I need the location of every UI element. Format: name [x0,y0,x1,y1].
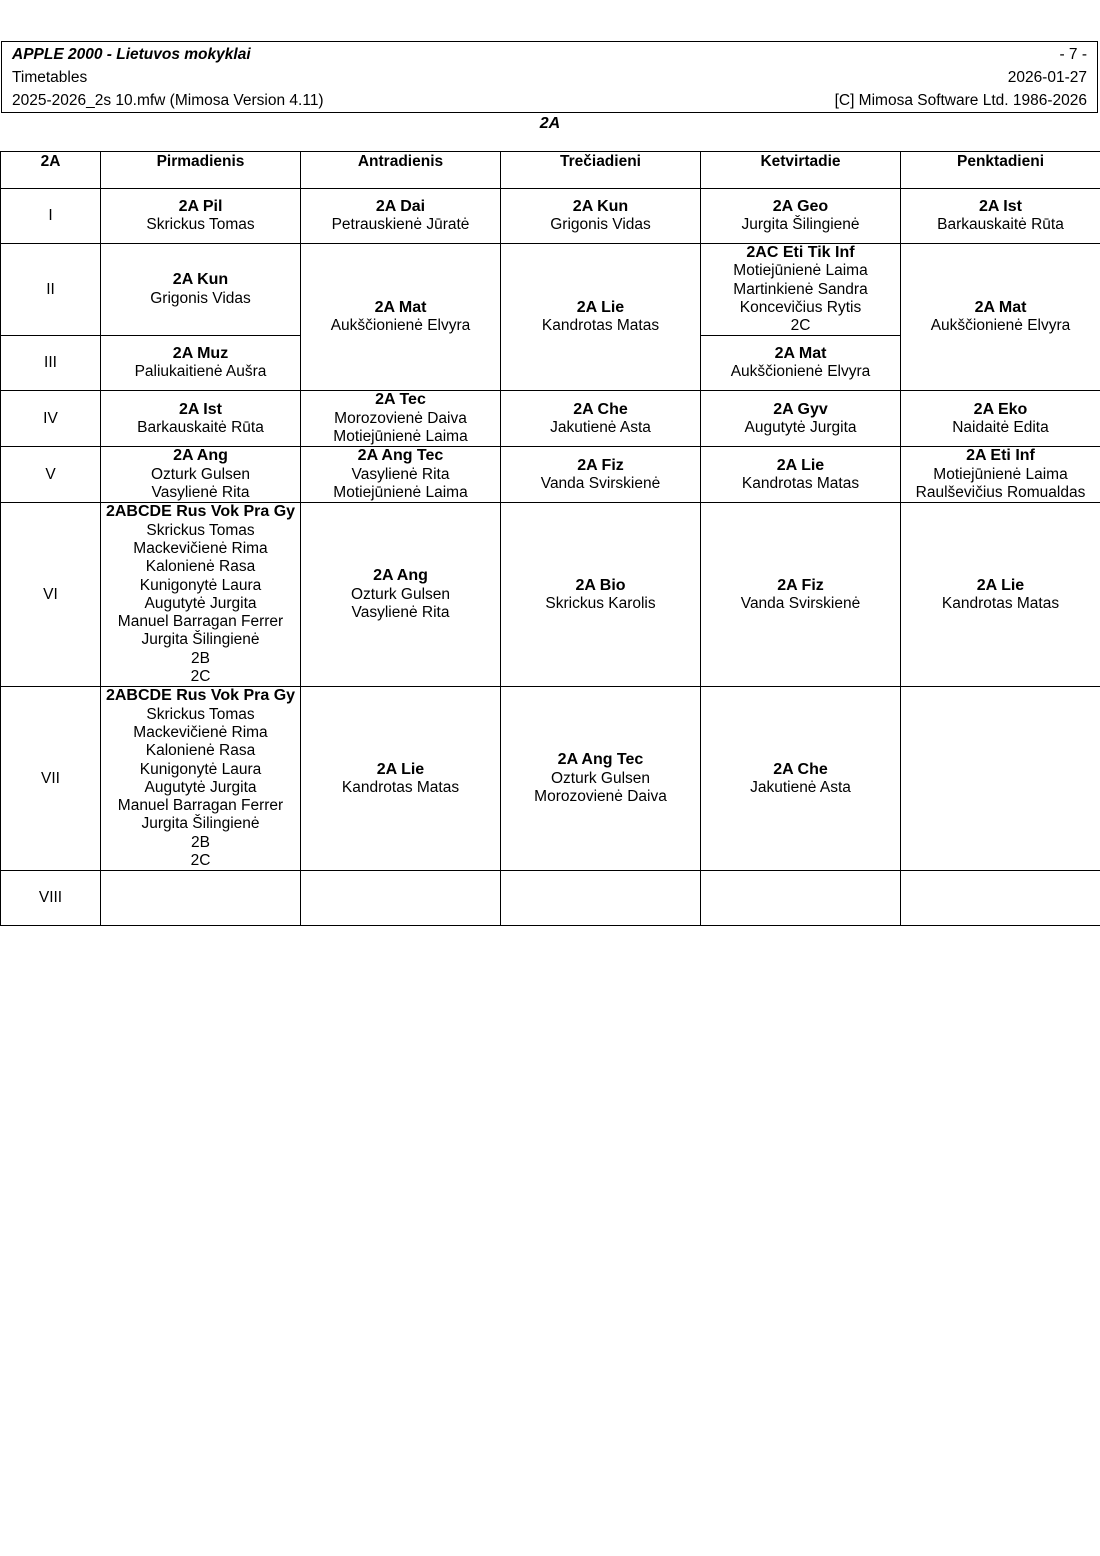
lesson-subject: 2A Dai [375,197,426,215]
lesson-detail-line: Jakutienė Asta [750,778,851,796]
lesson-subject: 2A Eti Inf [966,447,1035,465]
lesson-detail-line: Manuel Barragan Ferrer [117,797,284,815]
lesson-cell-empty [501,871,701,926]
lesson-subject: 2A Kun [572,197,629,215]
lesson-cell [901,189,1100,244]
lesson-detail-line: Motiejūnienė Laima [333,428,468,446]
lesson-subject: 2A Fiz [777,576,824,594]
lesson-detail-line: Kandrotas Matas [341,778,460,796]
lesson-detail-line: Augutytė Jurgita [744,418,857,436]
day-header: Trečiadieni [501,152,701,189]
lesson-detail-line: Grigonis Vidas [550,216,651,233]
lesson-detail-line: Ozturk Gulsen [350,585,451,603]
lesson-detail-line: Jakutienė Asta [550,418,651,436]
lesson-cell [301,447,501,503]
period-row [1,503,1100,687]
lesson-detail-line: 2B [191,833,210,851]
lesson-subject: 2A Ang [173,447,228,465]
lesson-cell [901,391,1100,447]
lesson-cell [501,447,701,503]
lesson-detail-line: Kunigonytė Laura [139,576,262,594]
lesson-detail-line: Aukščionienė Elvyra [730,363,871,381]
lesson-subject: 2A Kun [172,271,229,289]
lesson-cell [101,391,301,447]
lesson-subject: 2A Ang Tec [357,447,444,465]
lesson-detail-line: Jurgita Šilingienė [141,631,260,649]
lesson-cell [701,447,901,503]
lesson-cell [101,447,301,503]
lesson-detail-line: Vanda Svirskienė [540,474,661,492]
lesson-detail-line: Vasylienė Rita [151,484,250,502]
lesson-detail-line: Ozturk Gulsen [150,465,251,483]
header-row-2 [12,67,1087,89]
lesson-detail-line: Barkauskaitė Rūta [137,418,264,436]
lesson-cell [101,687,301,871]
period-row [1,871,1100,926]
lesson-detail-line: Kalonienė Rasa [145,558,256,576]
lesson-subject: 2A Gyv [773,400,828,418]
lesson-subject: 2ABCDE Rus Vok Pra Gy [105,503,296,521]
lesson-subject: 2A Eko [973,400,1028,418]
lesson-cell [301,687,501,871]
lesson-detail-line: 2B [191,649,210,667]
document-subtitle: Timetables [12,69,88,86]
lesson-cell [501,244,701,391]
lesson-subject: 2A Lie [776,456,825,474]
period-label: I [1,189,101,244]
period-label: VII [1,687,101,871]
lesson-detail-line: Raulševičius Romualdas [915,484,1086,502]
lesson-cell [301,503,501,687]
day-header: Antradienis [301,152,501,189]
lesson-cell-empty [101,871,301,926]
lesson-cell [301,244,501,391]
page-number: - 7 - [1059,46,1087,63]
lesson-detail-line: Morozovienė Daiva [334,409,467,427]
lesson-subject: 2A Ist [179,400,222,418]
lesson-cell [701,244,901,336]
class-title: 2A [539,115,561,132]
lesson-detail-line: Motiejūnienė Laima [333,484,468,502]
lesson-detail-line: Kalonienė Rasa [145,742,256,760]
lesson-detail-line: Grigonis Vidas [150,289,251,307]
lesson-detail-line: Jurgita Šilingienė [141,815,260,833]
lesson-detail-line: Petrauskienė Jūratė [331,216,470,233]
lesson-cell [701,503,901,687]
page-header [1,41,1098,113]
lesson-cell [701,336,901,391]
lesson-detail-line: Skrickus Tomas [146,705,255,723]
period-row [1,189,1100,244]
lesson-cell [901,447,1100,503]
lesson-detail-line: Augutytė Jurgita [144,778,257,796]
lesson-subject: 2A Lie [976,576,1025,594]
lesson-cell [101,244,301,336]
lesson-detail-line: Motiejūnienė Laima [933,465,1068,483]
lesson-detail-line: Kunigonytė Laura [139,760,262,778]
lesson-detail-line: Mackevičienė Rima [133,539,268,557]
lesson-subject: 2ABCDE Rus Vok Pra Gy [105,687,296,705]
lesson-detail-line: Barkauskaitė Rūta [937,216,1064,233]
lesson-cell-empty [701,871,901,926]
lesson-detail-line: 2C [190,852,211,870]
lesson-cell [501,687,701,871]
lesson-detail-line: Skrickus Tomas [146,521,255,539]
lesson-detail-line: Manuel Barragan Ferrer [117,613,284,631]
lesson-detail-line: Paliukaitienė Aušra [134,363,267,381]
period-label: II [1,244,101,336]
lesson-subject: 2A Mat [374,298,427,316]
lesson-cell [101,189,301,244]
period-label: IV [1,391,101,447]
period-row [1,687,1100,871]
period-label: VI [1,503,101,687]
lesson-cell [301,391,501,447]
period-row [1,391,1100,447]
lesson-detail-line: 2C [790,317,811,335]
lesson-detail-line: Koncevičius Rytis [739,298,862,316]
lesson-subject: 2A Lie [376,760,425,778]
lesson-subject: 2A Pil [178,197,223,215]
lesson-detail-line: Kandrotas Matas [541,317,660,335]
header-row-3 [12,90,1087,112]
lesson-cell [101,336,301,391]
period-label: III [1,336,101,391]
lesson-cell [901,244,1100,391]
lesson-detail-line: Skrickus Karolis [545,594,656,612]
header-row-1 [12,44,1087,66]
lesson-cell [701,391,901,447]
lesson-subject: 2A Mat [974,298,1027,316]
source-file: 2025-2026_2s 10.mfw (Mimosa Version 4.11) [12,92,324,109]
lesson-detail-line: Mackevičienė Rima [133,723,268,741]
lesson-cell [101,503,301,687]
lesson-subject: 2A Ang Tec [557,751,644,769]
lesson-detail-line: Skrickus Tomas [146,216,255,233]
lesson-cell-empty [901,871,1100,926]
lesson-detail-line: Motiejūnienė Laima [733,262,868,280]
lesson-subject: 2A Mat [774,345,827,363]
lesson-subject: 2A Che [773,760,828,778]
copyright: [C] Mimosa Software Ltd. 1986-2026 [834,92,1087,109]
lesson-subject: 2A Che [573,400,628,418]
period-row [1,447,1100,503]
lesson-subject: 2A Fiz [577,456,624,474]
lesson-detail-line: Augutytė Jurgita [144,594,257,612]
lesson-detail-line: Kandrotas Matas [941,594,1060,612]
print-date: 2026-01-27 [1007,69,1087,86]
day-header: Penktadieni [901,152,1100,189]
day-header: Pirmadienis [101,152,301,189]
lesson-detail-line: Ozturk Gulsen [550,769,651,787]
lesson-cell [501,189,701,244]
lesson-cell [901,503,1100,687]
timetable [0,151,1100,926]
lesson-cell-empty [301,871,501,926]
lesson-subject: 2A Geo [772,197,829,215]
document-title: APPLE 2000 - Lietuvos mokyklai [12,46,251,63]
lesson-subject: 2A Lie [576,298,625,316]
lesson-detail-line: Aukščionienė Elvyra [330,317,471,335]
lesson-subject: 2A Muz [172,345,229,363]
lesson-cell-empty [901,687,1100,871]
lesson-detail-line: Martinkienė Sandra [733,280,868,298]
corner-class: 2A [1,152,101,189]
lesson-detail-line: Aukščionienė Elvyra [930,317,1071,335]
lesson-detail-line: Vanda Svirskienė [740,594,861,612]
lesson-detail-line: Kandrotas Matas [741,474,860,492]
period-row [1,244,1100,336]
lesson-detail-line: Naidaitė Edita [952,418,1049,436]
lesson-cell [501,503,701,687]
lesson-detail-line: Jurgita Šilingienė [741,216,860,233]
day-header: Ketvirtadie [701,152,901,189]
lesson-subject: 2A Ang [373,567,428,585]
period-label: V [1,447,101,503]
lesson-subject: 2A Ist [979,197,1022,215]
lesson-subject: 2A Tec [375,391,426,409]
lesson-detail-line: 2C [190,668,211,686]
lesson-detail-line: Vasylienė Rita [351,465,450,483]
lesson-cell [701,189,901,244]
lesson-cell [701,687,901,871]
lesson-cell [501,391,701,447]
lesson-subject: 2A Bio [575,576,626,594]
period-label: VIII [1,871,101,926]
lesson-detail-line: Vasylienė Rita [351,604,450,622]
lesson-detail-line: Morozovienė Daiva [534,788,667,806]
day-header-row [1,152,1100,189]
lesson-subject: 2AC Eti Tik Inf [746,244,855,261]
lesson-cell [301,189,501,244]
